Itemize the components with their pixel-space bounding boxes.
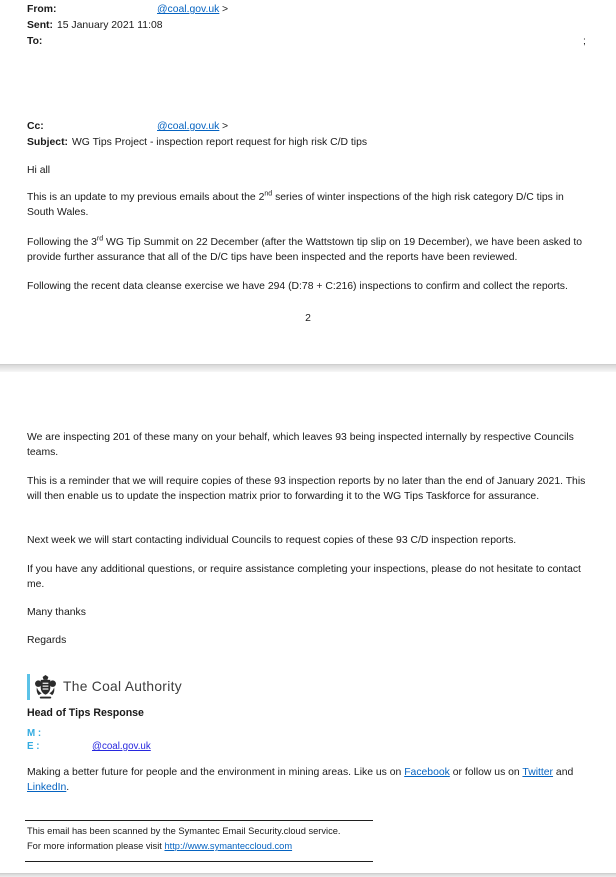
sent-row bbox=[27, 20, 593, 31]
closing-regards: Regards bbox=[27, 635, 67, 646]
ordinal-superscript: rd bbox=[96, 235, 104, 243]
facebook-link[interactable]: Facebook bbox=[404, 767, 450, 778]
subject-label: Subject: bbox=[27, 137, 68, 148]
paragraph-update-text-cont: series of winter inspections of the high risk category D/C tips in South Wales. bbox=[27, 192, 564, 218]
next-page-break-edge bbox=[0, 873, 616, 877]
from-address-link[interactable]: @coal.gov.uk bbox=[157, 4, 220, 15]
paragraph-cleanse: Following the recent data cleanse exercise we have 294 (D:78 + C:216) inspections to confirm and collect the reports. bbox=[27, 281, 568, 292]
org-name: The Coal Authority bbox=[63, 679, 182, 694]
paragraph-summit-text: Following the 3 bbox=[27, 237, 97, 248]
paragraph-questions: If you have any additional questions, or require assistance completing your inspections, please do not hesitate to contact me. bbox=[27, 564, 581, 590]
coal-authority-crest-icon bbox=[34, 675, 57, 699]
page-number: 2 bbox=[305, 313, 311, 324]
tagline-text: Making a better future for people and the environment in mining areas. Like us on bbox=[27, 767, 405, 778]
paragraph-inspecting: We are inspecting 201 of these many on your behalf, which leaves 93 being inspected internally by respective Councils teams. bbox=[27, 432, 574, 458]
coal-authority-logo bbox=[27, 673, 182, 700]
logo-accent-bar bbox=[27, 674, 30, 700]
paragraph-summit bbox=[27, 235, 593, 265]
signature-email-link[interactable]: @coal.gov.uk bbox=[92, 741, 151, 752]
paragraph-reminder: This is a reminder that we will require copies of these 93 inspection reports by no later than the end of January 2021. This will then enable us to update the inspection matrix prior to forwarding it to the WG Tips Taskforce for assurance. bbox=[27, 476, 586, 502]
email-label: E : bbox=[27, 741, 40, 752]
cc-address-link[interactable]: @coal.gov.uk bbox=[157, 121, 220, 132]
paragraph-summit-text-cont: WG Tip Summit on 22 December (after the Wattstown tip slip on 19 December), we have been asked to provide further assurance that all of the D/C tips have been inspected and the reports have been reviewed. bbox=[27, 237, 583, 263]
closing-thanks: Many thanks bbox=[27, 607, 86, 618]
scan-notice: This email has been scanned by the Symantec Email Security.cloud service. bbox=[27, 826, 341, 836]
ordinal-superscript: nd bbox=[264, 190, 273, 198]
to-row bbox=[27, 36, 593, 47]
from-row bbox=[27, 4, 593, 15]
greeting: Hi all bbox=[27, 165, 51, 176]
scan-info-text: For more information please visit bbox=[27, 841, 165, 851]
twitter-link[interactable]: Twitter bbox=[522, 767, 554, 778]
tagline-text: . bbox=[66, 782, 70, 793]
scan-info-line bbox=[27, 839, 427, 854]
cc-suffix: > bbox=[222, 121, 229, 132]
subject-row bbox=[27, 137, 593, 148]
tagline-text: and bbox=[553, 767, 574, 778]
paragraph-update-text: This is an update to my previous emails about the 2 bbox=[27, 192, 265, 203]
paragraph-update bbox=[27, 190, 593, 220]
cc-row bbox=[27, 121, 593, 132]
footer-divider-bottom bbox=[25, 861, 373, 862]
tagline-text: or follow us on bbox=[449, 767, 523, 778]
footer-divider-top bbox=[25, 820, 373, 821]
from-label: From: bbox=[27, 4, 57, 15]
cc-label: Cc: bbox=[27, 121, 44, 132]
sent-value: 15 January 2021 11:08 bbox=[56, 20, 163, 31]
paragraph-next-week: Next week we will start contacting individual Councils to request copies of these 93 C/D inspection reports. bbox=[27, 535, 517, 546]
to-separator-semicolon: ; bbox=[583, 36, 586, 47]
email-line bbox=[27, 741, 151, 752]
tagline bbox=[27, 765, 593, 795]
page-break-divider bbox=[0, 364, 616, 372]
linkedin-link[interactable]: LinkedIn bbox=[27, 782, 67, 793]
symantec-link[interactable]: http://www.symanteccloud.com bbox=[164, 841, 293, 851]
from-suffix: > bbox=[222, 4, 229, 15]
job-title: Head of Tips Response bbox=[27, 707, 144, 719]
subject-value: WG Tips Project - inspection report request for high risk C/D tips bbox=[72, 137, 368, 148]
sent-label: Sent: bbox=[27, 20, 53, 31]
mobile-line: M : bbox=[27, 728, 42, 739]
to-label: To: bbox=[27, 36, 43, 47]
